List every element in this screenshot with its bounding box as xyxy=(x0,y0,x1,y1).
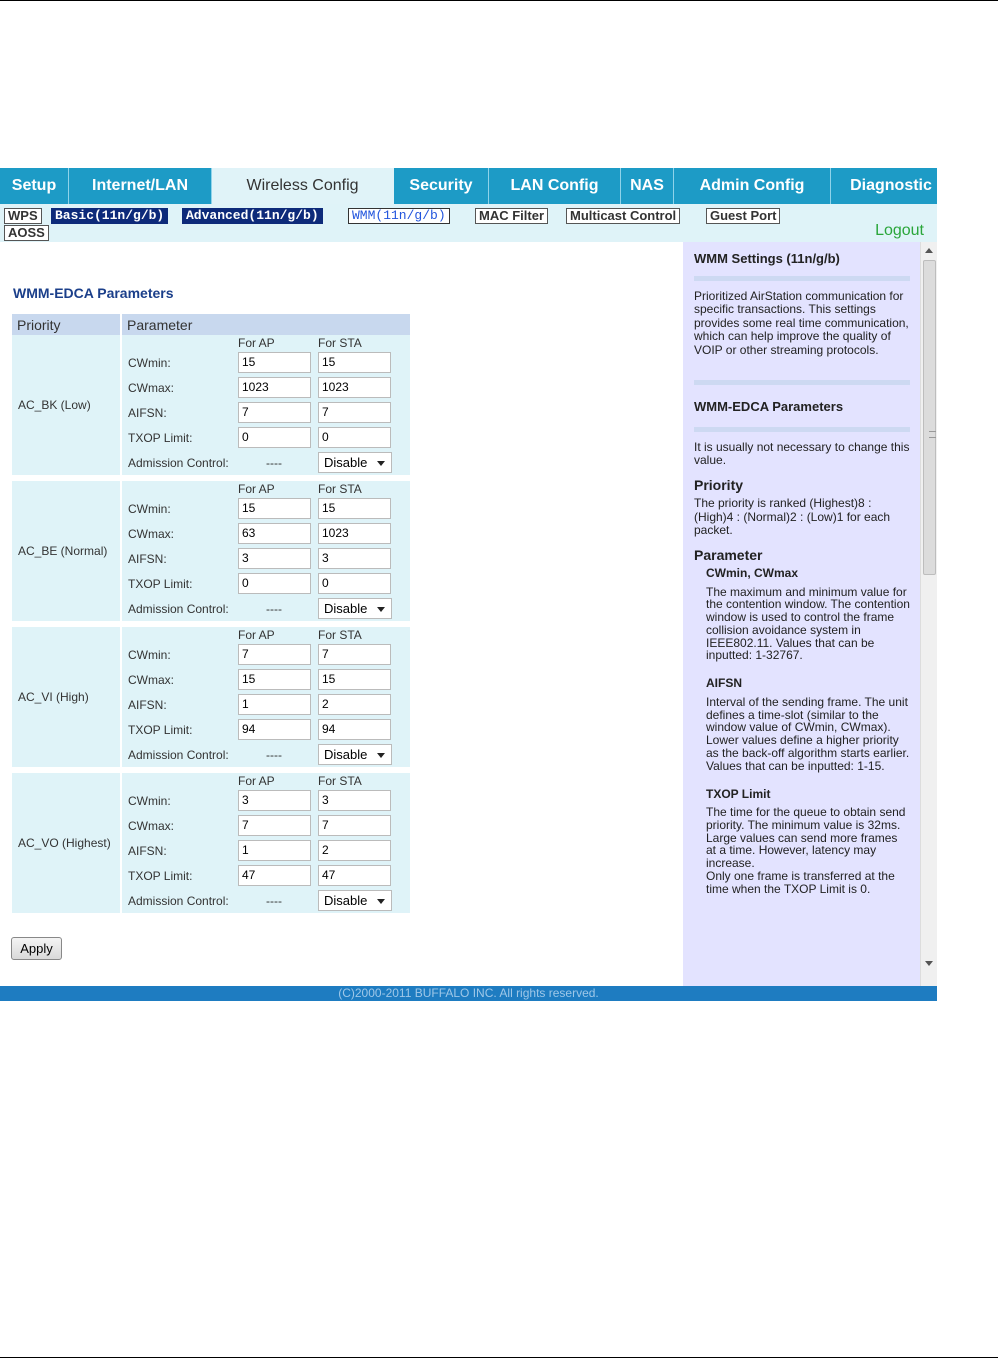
main-content xyxy=(0,242,683,986)
tab-internet-lan[interactable]: Internet/LAN xyxy=(69,168,212,204)
cwmax-sta-input[interactable]: 15 xyxy=(318,669,391,690)
cwmin-sta-input[interactable]: 15 xyxy=(318,498,391,519)
priority-label: AC_VI (High) xyxy=(12,627,122,773)
admission-sta-value: Disable xyxy=(324,601,368,616)
subtab-wmm[interactable]: WMM(11n/g/b) xyxy=(348,208,450,224)
apply-button[interactable]: Apply xyxy=(11,937,62,960)
parameter-block xyxy=(122,335,410,481)
parameter-grid xyxy=(122,481,410,621)
admission-sta-value: Disable xyxy=(324,893,368,908)
help-title: WMM Settings (11n/g/b) xyxy=(694,251,840,266)
txop-ap-input[interactable]: 0 xyxy=(238,427,311,448)
param-row-admission xyxy=(122,450,410,475)
help-priority-title: Priority xyxy=(694,476,744,493)
subtab-advanced[interactable]: Advanced(11n/g/b) xyxy=(182,208,323,224)
admission-sta-value: Disable xyxy=(324,455,368,470)
cwmin-label: CWmin: xyxy=(128,793,171,808)
cwmax-label: CWmax: xyxy=(128,526,174,541)
txop-label: TXOP Limit: xyxy=(128,722,193,737)
admission-label: Admission Control: xyxy=(128,893,229,908)
admission-label: Admission Control: xyxy=(128,455,229,470)
txop-sta-input[interactable]: 47 xyxy=(318,865,391,886)
param-row-cwmax xyxy=(122,667,410,692)
help-edca-text: It is usually not necessary to change this value. xyxy=(694,439,910,467)
blank-cell xyxy=(122,481,238,496)
admission-ap-value: ---- xyxy=(266,455,282,470)
help-divider xyxy=(694,276,910,281)
cwmin-sta-input[interactable]: 7 xyxy=(318,644,391,665)
help-txop-text-2: Only one frame is transferred at the time when the TXOP Limit is 0. xyxy=(706,869,895,896)
param-row-cwmin xyxy=(122,788,410,813)
aifsn-label: AIFSN: xyxy=(128,697,167,712)
param-row-aifsn xyxy=(122,400,410,425)
scroll-up-arrow-icon[interactable] xyxy=(925,248,933,253)
param-row-cwmax xyxy=(122,813,410,838)
priority-group-row xyxy=(12,335,410,481)
cwmax-sta-input[interactable]: 7 xyxy=(318,815,391,836)
txop-label: TXOP Limit: xyxy=(128,576,193,591)
cwmax-sta-input[interactable]: 1023 xyxy=(318,377,391,398)
txop-ap-input[interactable]: 0 xyxy=(238,573,311,594)
admission-sta-select[interactable] xyxy=(318,890,392,911)
aifsn-sta-input[interactable]: 7 xyxy=(318,402,391,423)
page-top-rule xyxy=(0,0,998,1)
for-sta-label: For STA xyxy=(318,335,362,350)
parameter-grid-header xyxy=(122,773,410,788)
cwmin-ap-input[interactable]: 3 xyxy=(238,790,311,811)
cwmax-label: CWmax: xyxy=(128,380,174,395)
priority-label: AC_BE (Normal) xyxy=(12,481,122,627)
header-parameter: Parameter xyxy=(122,314,410,335)
param-row-aifsn xyxy=(122,838,410,863)
cwmax-sta-input[interactable]: 1023 xyxy=(318,523,391,544)
priority-group-row xyxy=(12,627,410,773)
param-row-aifsn xyxy=(122,692,410,717)
param-row-txop xyxy=(122,717,410,742)
aifsn-label: AIFSN: xyxy=(128,405,167,420)
logout-link[interactable]: Logout xyxy=(875,222,924,239)
blank-cell xyxy=(122,627,238,642)
help-divider xyxy=(694,427,910,432)
aifsn-ap-input[interactable]: 7 xyxy=(238,402,311,423)
priority-label: AC_VO (Highest) xyxy=(12,773,122,919)
cwmin-ap-input[interactable]: 15 xyxy=(238,498,311,519)
cwmin-ap-input[interactable]: 7 xyxy=(238,644,311,665)
help-edca-title: WMM-EDCA Parameters xyxy=(694,399,844,414)
admission-sta-select[interactable] xyxy=(318,744,392,765)
footer-copyright: (C)2000-2011 BUFFALO INC. All rights reserved. xyxy=(0,986,937,1001)
parameter-block xyxy=(122,627,410,773)
parameter-block xyxy=(122,773,410,919)
subtab-basic[interactable]: Basic(11n/g/b) xyxy=(51,208,168,224)
parameter-grid xyxy=(122,335,410,475)
param-row-cwmin xyxy=(122,350,410,375)
tab-setup[interactable]: Setup xyxy=(0,168,69,204)
priority-group-row xyxy=(12,481,410,627)
aifsn-sta-input[interactable]: 2 xyxy=(318,694,391,715)
txop-sta-input[interactable]: 0 xyxy=(318,427,391,448)
param-row-cwmin xyxy=(122,496,410,521)
for-ap-label: For AP xyxy=(238,335,275,350)
for-sta-label: For STA xyxy=(318,773,362,788)
for-ap-label: For AP xyxy=(238,481,275,496)
param-row-txop xyxy=(122,571,410,596)
admission-ap-value: ---- xyxy=(266,747,282,762)
help-parameter-title: Parameter xyxy=(694,546,763,563)
cwmin-label: CWmin: xyxy=(128,647,171,662)
aifsn-label: AIFSN: xyxy=(128,551,167,566)
subtab-aoss[interactable]: AOSS xyxy=(4,225,49,241)
cwmin-label: CWmin: xyxy=(128,501,171,516)
cwmax-ap-input[interactable]: 1023 xyxy=(238,377,311,398)
help-divider xyxy=(694,380,910,385)
header-priority: Priority xyxy=(12,314,122,335)
txop-label: TXOP Limit: xyxy=(128,868,193,883)
section-title: WMM-EDCA Parameters xyxy=(13,285,174,301)
cwmax-ap-input[interactable]: 63 xyxy=(238,523,311,544)
param-row-txop xyxy=(122,863,410,888)
cwmax-label: CWmax: xyxy=(128,818,174,833)
subtab-mac-filter[interactable]: MAC Filter xyxy=(475,208,548,224)
param-row-cwmin xyxy=(122,642,410,667)
txop-label: TXOP Limit: xyxy=(128,430,193,445)
help-aifsn-title: AIFSN xyxy=(706,676,742,691)
main-nav xyxy=(0,168,937,204)
subtab-wps[interactable]: WPS xyxy=(4,208,42,224)
help-scrollbar[interactable] xyxy=(920,242,937,986)
admission-ap-value: ---- xyxy=(266,893,282,908)
table-header xyxy=(12,314,410,335)
cwmax-ap-input[interactable]: 7 xyxy=(238,815,311,836)
aifsn-label: AIFSN: xyxy=(128,843,167,858)
help-cw-title: CWmin, CWmax xyxy=(706,566,799,580)
sub-nav xyxy=(0,204,937,242)
tab-diagnostic[interactable]: Diagnostic xyxy=(850,177,932,194)
help-cw-text: The maximum and minimum value for the contention window. The contention window is used to control the frame collision avoidance system in IEEE802.11. Values that can be inputted: 1-32767. xyxy=(706,584,910,663)
admission-label: Admission Control: xyxy=(128,601,229,616)
admission-sta-select[interactable] xyxy=(318,598,392,619)
help-txop-title: TXOP Limit xyxy=(706,786,771,801)
aifsn-ap-input[interactable]: 1 xyxy=(238,694,311,715)
for-sta-label: For STA xyxy=(318,627,362,642)
help-panel xyxy=(683,242,937,986)
txop-sta-input[interactable]: 0 xyxy=(318,573,391,594)
router-admin-window xyxy=(0,168,937,1001)
txop-sta-input[interactable]: 94 xyxy=(318,719,391,740)
priority-group-row xyxy=(12,773,410,919)
tab-nas[interactable]: NAS xyxy=(621,168,674,204)
parameter-grid xyxy=(122,627,410,767)
tab-admin-config[interactable]: Admin Config xyxy=(674,168,831,204)
help-priority-text: The priority is ranked (Highest)8 : (High)4 : (Normal)2 : (Low)1 for each packet. xyxy=(694,496,891,537)
help-content xyxy=(694,242,910,896)
param-row-txop xyxy=(122,425,410,450)
admission-sta-select[interactable] xyxy=(318,452,392,473)
cwmax-ap-input[interactable]: 15 xyxy=(238,669,311,690)
admission-sta-value: Disable xyxy=(324,747,368,762)
cwmin-sta-input[interactable]: 15 xyxy=(318,352,391,373)
admission-ap-value: ---- xyxy=(266,601,282,616)
cwmin-label: CWmin: xyxy=(128,355,171,370)
chevron-down-icon xyxy=(377,899,385,904)
cwmin-sta-input[interactable]: 3 xyxy=(318,790,391,811)
scrollbar-thumb[interactable] xyxy=(923,260,936,575)
cwmax-label: CWmax: xyxy=(128,672,174,687)
parameter-block xyxy=(122,481,410,627)
aifsn-ap-input[interactable]: 1 xyxy=(238,840,311,861)
parameter-grid-header xyxy=(122,481,410,496)
help-txop-text: The time for the queue to obtain send priority. The minimum value is 32ms. Large values can send more frames at a time. However, latency may increase. xyxy=(706,805,906,871)
for-ap-label: For AP xyxy=(238,627,275,642)
parameter-grid-header xyxy=(122,627,410,642)
page-bottom-rule xyxy=(0,1357,998,1358)
blank-cell xyxy=(122,773,238,788)
param-row-cwmax xyxy=(122,521,410,546)
aifsn-ap-input[interactable]: 3 xyxy=(238,548,311,569)
aifsn-sta-input[interactable]: 2 xyxy=(318,840,391,861)
aifsn-sta-input[interactable]: 3 xyxy=(318,548,391,569)
txop-ap-input[interactable]: 47 xyxy=(238,865,311,886)
param-row-aifsn xyxy=(122,546,410,571)
param-row-admission xyxy=(122,596,410,621)
param-row-admission xyxy=(122,742,410,767)
parameter-grid-header xyxy=(122,335,410,350)
cwmin-ap-input[interactable]: 15 xyxy=(238,352,311,373)
param-row-admission xyxy=(122,888,410,913)
for-ap-label: For AP xyxy=(238,773,275,788)
help-intro: Prioritized AirStation communication for specific transactions. This settings provides some real time communication, which can help improve the quality of VOIP or other streaming protocols. xyxy=(694,288,909,357)
subtab-multicast-control[interactable]: Multicast Control xyxy=(566,208,680,224)
scroll-down-arrow-icon[interactable] xyxy=(925,961,933,966)
tab-wireless-config[interactable]: Wireless Config xyxy=(212,168,394,204)
help-aifsn-text: Interval of the sending frame. The unit defines a time-slot (similar to the window value of CWmin, CWmax). Lower values define a higher priority as the back-off algorithm starts earlier. Values that can be inputted: 1-15. xyxy=(706,694,910,773)
subtab-guest-port[interactable]: Guest Port xyxy=(706,208,780,224)
chevron-down-icon xyxy=(377,753,385,758)
grip-icon xyxy=(929,431,936,438)
blank-cell xyxy=(122,335,238,350)
tab-lan-config[interactable]: LAN Config xyxy=(489,168,621,204)
chevron-down-icon xyxy=(377,461,385,466)
wmm-edca-table xyxy=(12,314,410,919)
param-row-cwmax xyxy=(122,375,410,400)
priority-label: AC_BK (Low) xyxy=(12,335,122,481)
parameter-grid xyxy=(122,773,410,913)
admission-label: Admission Control: xyxy=(128,747,229,762)
chevron-down-icon xyxy=(377,607,385,612)
txop-ap-input[interactable]: 94 xyxy=(238,719,311,740)
for-sta-label: For STA xyxy=(318,481,362,496)
tab-security[interactable]: Security xyxy=(394,168,489,204)
